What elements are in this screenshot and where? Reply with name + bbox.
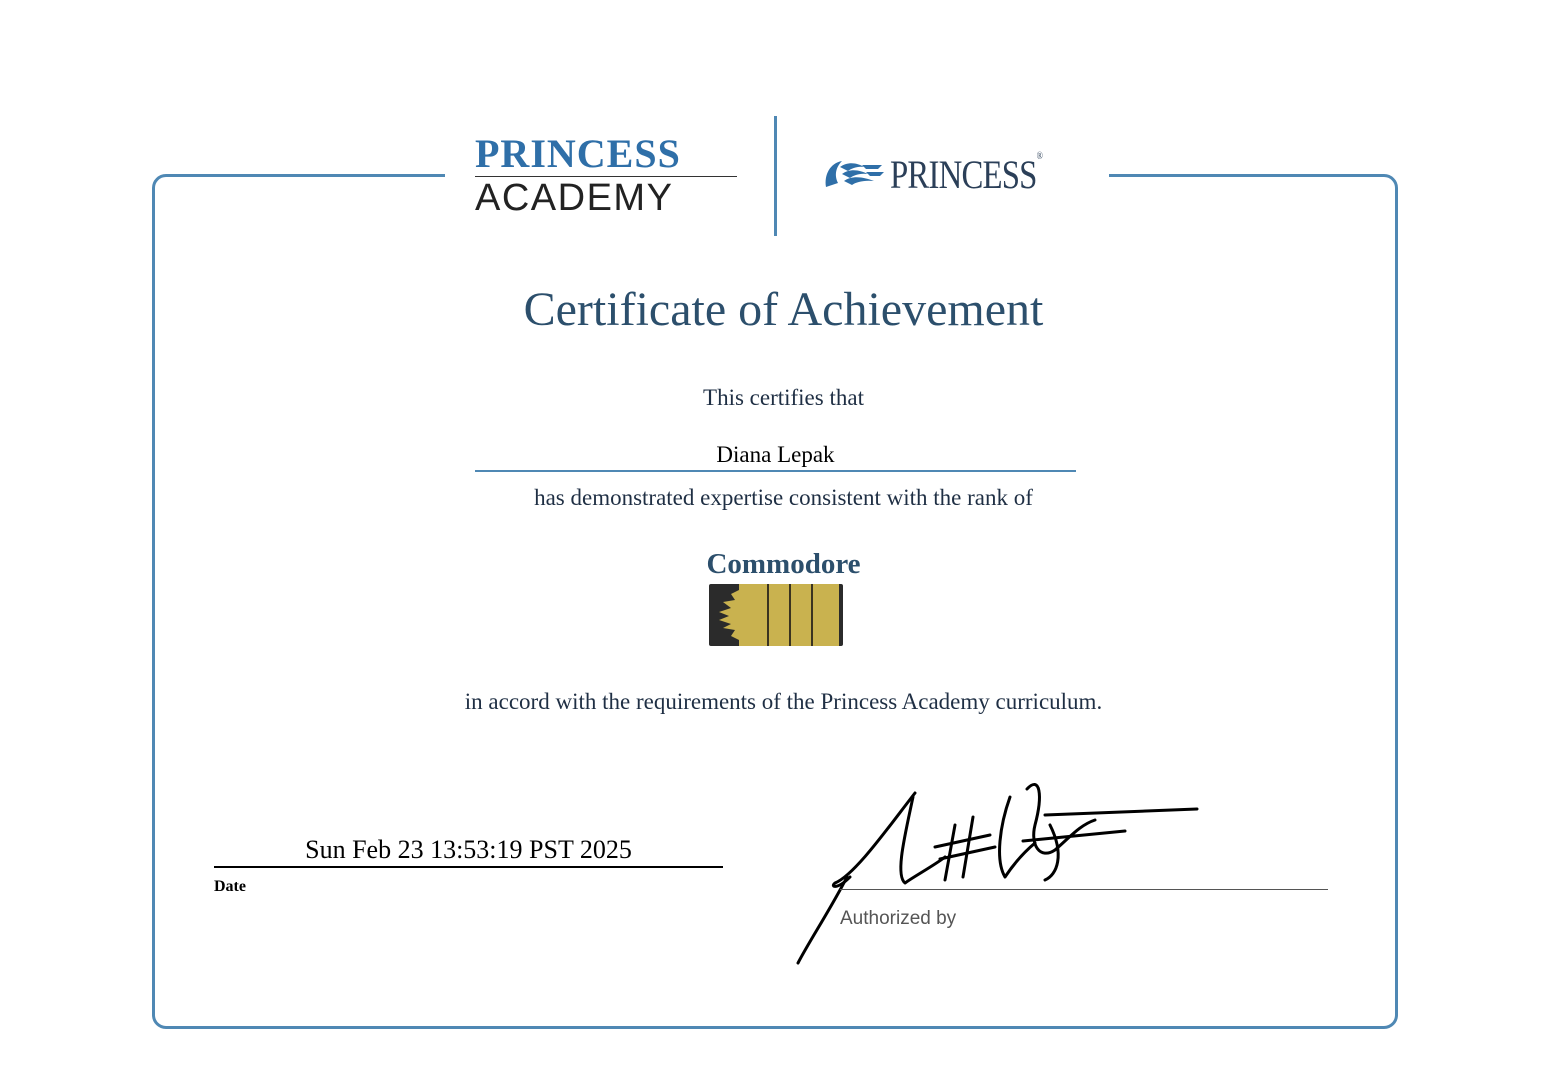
princess-wordmark: PRINCESS®: [890, 150, 1042, 197]
signature-label: Authorized by: [840, 908, 957, 929]
princess-wave-icon: [822, 157, 884, 191]
signature-line: [840, 889, 1328, 890]
date-underline: [214, 866, 723, 868]
date-block: [214, 834, 723, 896]
certificate-title: Certificate of Achievement: [523, 283, 1044, 336]
recipient-block: [475, 440, 1076, 472]
recipient-name: Diana Lepak: [716, 442, 835, 467]
logo-divider: [774, 116, 777, 236]
rank-insignia-icon: [709, 584, 843, 651]
date-value: Sun Feb 23 13:53:19 PST 2025: [305, 835, 632, 864]
signature-icon: [795, 765, 1215, 975]
closing-text: in accord with the requirements of the Princess Academy curriculum.: [464, 689, 1103, 714]
princess-academy-logo: [475, 131, 745, 219]
statement-text: has demonstrated expertise consistent with the rank of: [534, 485, 1033, 510]
academy-logo-top: PRINCESS: [475, 131, 681, 176]
rank-title: Commodore: [706, 548, 861, 580]
date-label: Date: [214, 878, 246, 895]
princess-cruises-logo: [822, 150, 1075, 198]
recipient-underline: [475, 470, 1076, 472]
intro-text: This certifies that: [703, 385, 864, 410]
academy-logo-bottom: ACADEMY: [475, 177, 674, 219]
